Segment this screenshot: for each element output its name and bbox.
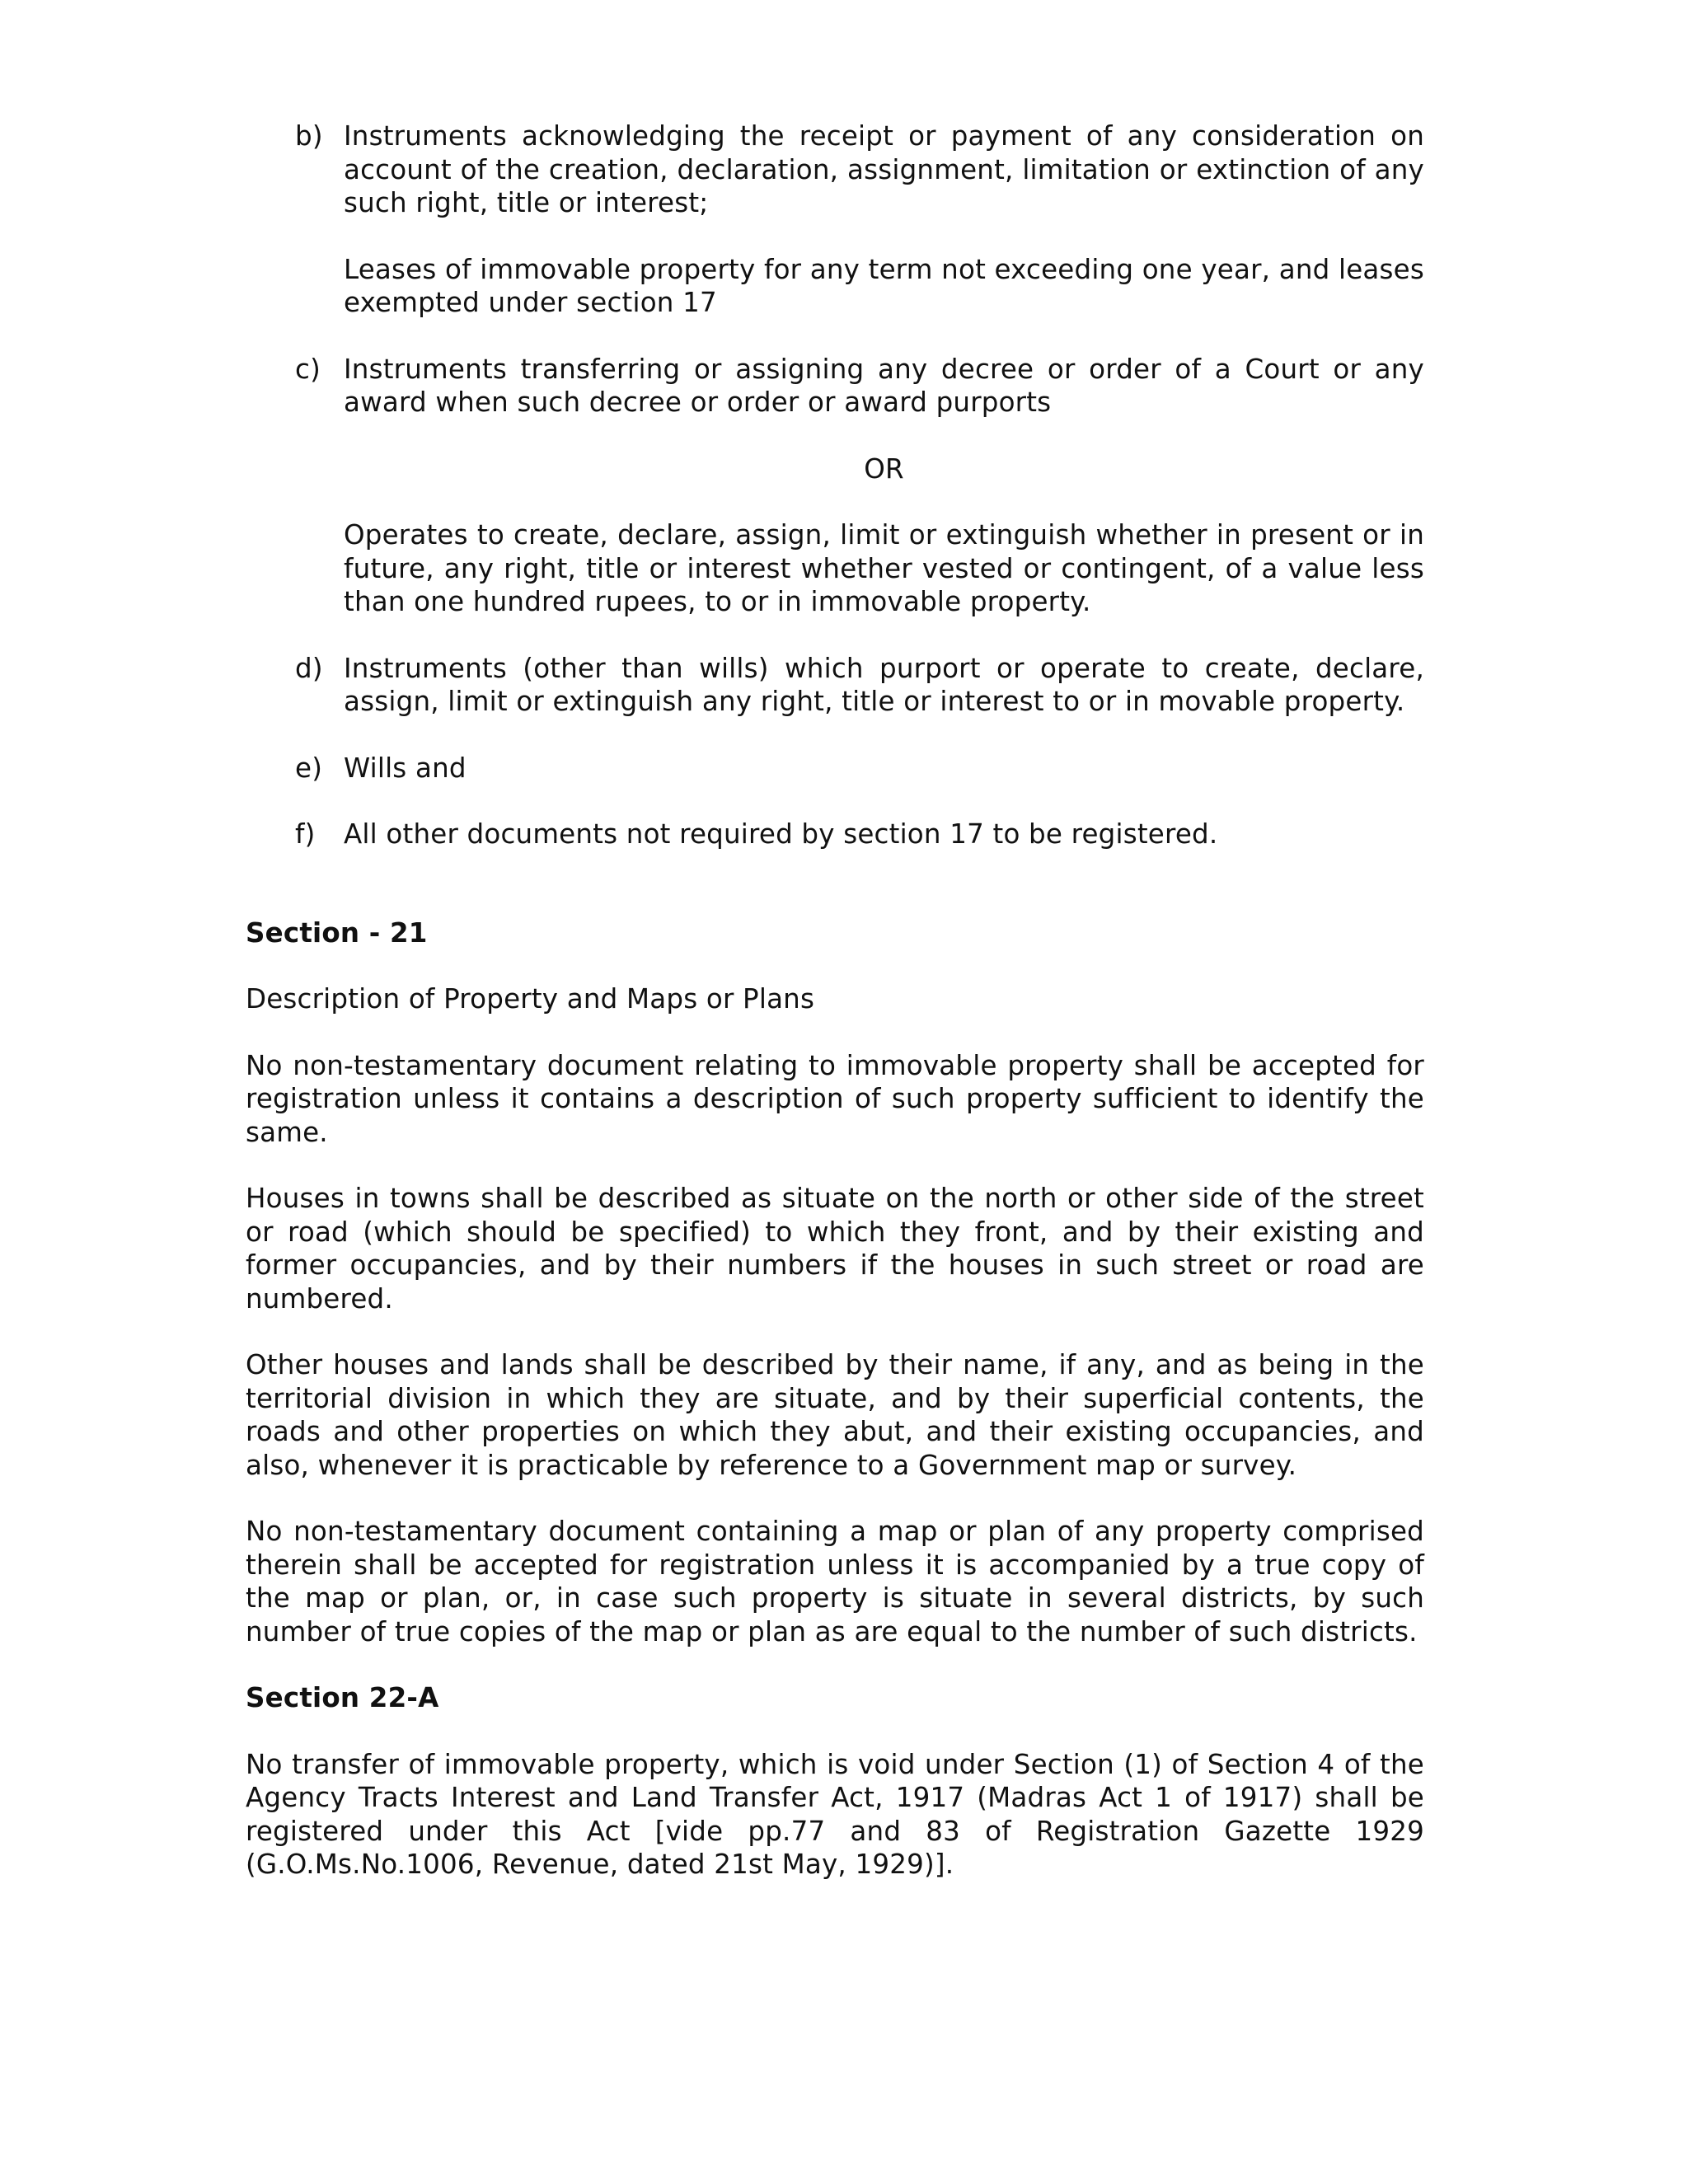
section-22a [246, 1681, 1424, 1882]
section-heading: Section - 21 [246, 916, 428, 949]
list-marker: b) [295, 120, 323, 152]
section-paragraph: No non-testamentary document relating to immovable property shall be accepted for registration unless it contains a description of such property sufficient to identify the same. [246, 1049, 1424, 1148]
document-page [246, 120, 1424, 1882]
list-item-text: Operates to create, declare, assign, limit or extinguish whether in present or in future, any right, title or interest whether vested or contingent, of a value less than one hundred rupees, to or in immovable property. [344, 519, 1424, 617]
list-item-text: All other documents not required by section 17 to be registered. [344, 818, 1218, 850]
list-item-f [246, 818, 1424, 851]
list-item-d [246, 652, 1424, 719]
section-paragraph: Houses in towns shall be described as situate on the north or other side of the street or road (which should be specified) to which they front, and by their existing and former occupancies, and by their numbers if the houses in such street or road are numbered. [246, 1183, 1424, 1315]
list-item-text: Instruments (other than wills) which purport or operate to create, declare, assign, limit or extinguish any right, title or interest to or in movable property. [344, 652, 1424, 717]
list-item-text: Instruments acknowledging the receipt or payment of any consideration on account of the creation, declaration, assignment, limitation or extinction of any such right, title or interest; [344, 120, 1424, 218]
section-21 [246, 916, 1424, 1649]
list-item-e [246, 752, 1424, 785]
list-marker: c) [295, 353, 321, 385]
or-separator: OR [864, 452, 904, 485]
section-paragraph: No transfer of immovable property, which is void under Section (1) of Section 4 of the Agency Tracts Interest and Land Transfer Act, 1917 (Madras Act 1 of 1917) shall be registered under this Act [vide pp.77 and 83 of Registration Gazette 1929 (G.O.Ms.No.1006, Revenue, dated 21st May, 1929)]. [246, 1748, 1424, 1880]
list-marker: e) [295, 752, 323, 784]
list-item-c [246, 353, 1424, 619]
section-paragraph: No non-testamentary document containing a map or plan of any property comprised therein shall be accepted for registration unless it is accompanied by a true copy of the map or plan, or, in case such property is situate in several districts, by such number of true copies of the map or plan as are equal to the number of such districts. [246, 1516, 1424, 1647]
list-item-b [246, 120, 1424, 320]
list-item-text: Leases of immovable property for any term not exceeding one year, and leases exempted under section 17 [344, 253, 1424, 318]
section-heading: Section 22-A [246, 1682, 439, 1713]
list-item-text: Wills and [344, 752, 467, 784]
section-paragraph: Other houses and lands shall be described by their name, if any, and as being in the territorial division in which they are situate, and by their superficial contents, the roads and other properties on which they abut, and their existing occupancies, and also, whenever it is practicable by reference to a Government map or survey. [246, 1349, 1424, 1481]
list-marker: d) [295, 652, 323, 684]
list-marker: f) [295, 818, 316, 850]
list-item-text: Instruments transferring or assigning any decree or order of a Court or any award when such decree or order or award purports [344, 353, 1424, 418]
section-subtitle: Description of Property and Maps or Plans [246, 983, 815, 1015]
